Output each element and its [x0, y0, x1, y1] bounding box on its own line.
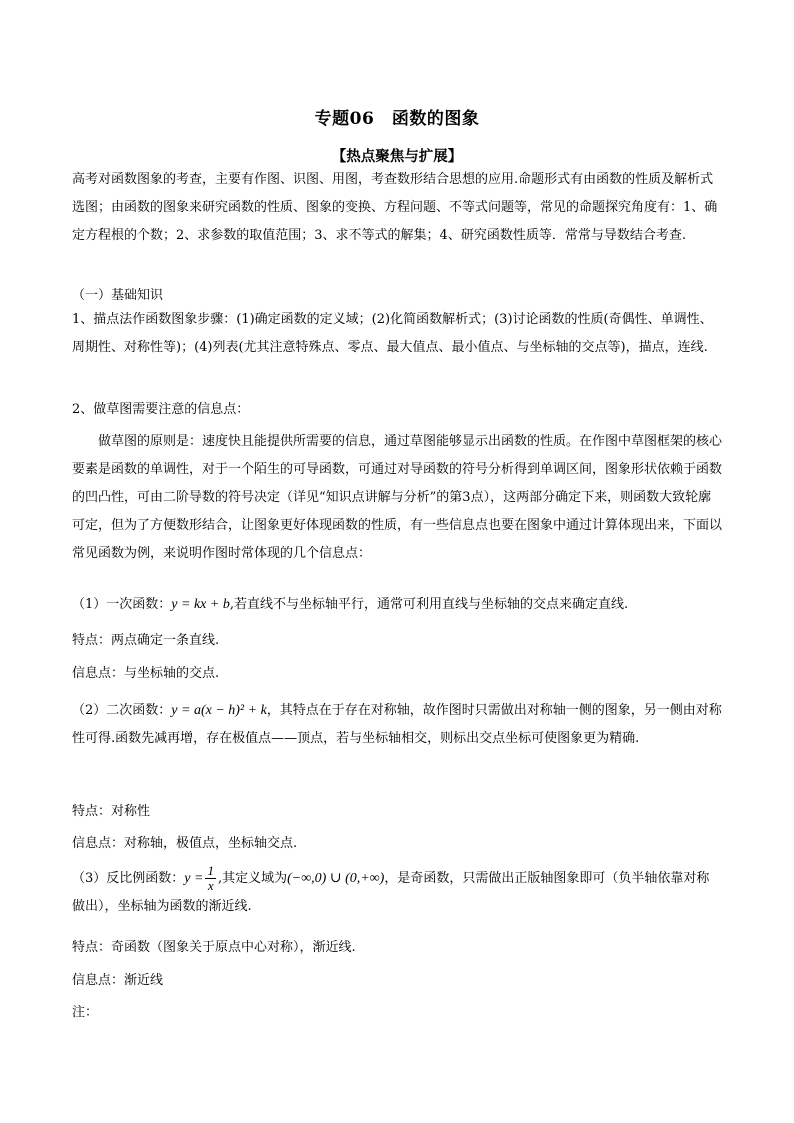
- quadratic-text: ，其特点在于存在对称轴，故作图时只需做出对称轴一侧的图象，另一侧由对称性可得.函数先减再增，存在极值点——顶点，若与坐标轴相交，则标出交点坐标可使图象更为精确.: [72, 703, 722, 746]
- linear-info: 信息点：与坐标轴的交点.: [72, 666, 220, 681]
- quadratic-formula: y = a(x − h)² + k: [171, 703, 267, 718]
- linear-feature: 特点：两点确定一条直线.: [72, 633, 220, 648]
- inverse-text-a: ,其定义域为: [217, 871, 288, 886]
- linear-function-line: [72, 591, 722, 619]
- intro-paragraph: [72, 166, 722, 250]
- section-heading: 【热点聚焦与扩展】: [331, 148, 463, 165]
- note-label: 注：: [72, 1005, 99, 1020]
- inverse-label: （3）反比例函数：: [72, 871, 185, 886]
- intro-text: 高考对函数图象的考查，主要有作图、识图、用图，考查数形结合思想的应用.命题形式有由函数的性质及解析式选图；由函数的图象来研究函数的性质、图象的变换、方程问题、不等式问题等，常见的命题探究角度有：1、确定方程根的个数；2、求参数的取值范围；3、求不等式的解集；4、研究函数性质等．常常与导数结合考查.: [72, 172, 718, 243]
- linear-text: ,若直线不与坐标轴平行，通常可利用直线与坐标轴的交点来确定直线.: [229, 597, 629, 612]
- fraction-numerator: 1: [207, 863, 214, 878]
- quadratic-label: （2）二次函数：: [72, 703, 172, 718]
- section-basic-knowledge: （一）基础知识: [72, 288, 164, 303]
- inverse-text-b: ，是奇函数，只需做出正版轴图象即可（负半轴依靠对称做出），坐标轴为函数的渐近线.: [72, 871, 710, 914]
- item-2-heading: 2、做草图需要注意的信息点：: [72, 402, 250, 417]
- inverse-info: 信息点：渐近线: [72, 973, 164, 988]
- page-title: 专题06 函数的图象: [314, 109, 480, 129]
- inverse-feature: 特点：奇函数（图象关于原点中心对称），渐近线.: [72, 940, 356, 955]
- quadratic-feature: 特点：对称性: [72, 804, 151, 819]
- linear-formula: y = kx + b: [171, 597, 230, 612]
- inverse-fraction: [205, 864, 216, 893]
- inverse-formula-lhs: y =: [184, 871, 204, 886]
- principle-text: 做草图的原则是：速度快且能提供所需要的信息，通过草图能够显示出函数的性质。在作图中草图框架的核心要素是函数的单调性，对于一个陌生的可导函数，可通过对导函数的符号分析得到单调区间，图象形状依赖于函数的凹凸性，可由二阶导数的符号决定（详见“知识点讲解与分析”的第3点），这两部分确定下来，则函数大致轮廓可定，但为了方便数形结合，让图象更好体现函数的性质，有一些信息点也要在图象中通过计算体现出来，下面以常见函数为例，来说明作图时常体现的几个信息点：: [72, 434, 723, 561]
- principle-paragraph: [72, 428, 722, 568]
- inverse-paragraph: [72, 864, 722, 921]
- linear-label: （1）一次函数：: [72, 597, 172, 612]
- item-1-paragraph: [72, 306, 722, 362]
- item-1-text: 1、描点法作函数图象步骤：(1)确定函数的定义域；(2)化简函数解析式；(3)讨论函数的性质(奇偶性、单调性、周期性、对称性等)；(4)列表(尤其注意特殊点、零点、最大值点、最小值点、与坐标轴的交点等)，描点，连线.: [72, 312, 713, 355]
- quadratic-info: 信息点：对称轴，极值点，坐标轴交点.: [72, 836, 298, 851]
- inverse-domain: (−∞,0) ∪ (0,+∞): [287, 871, 385, 886]
- quadratic-paragraph: [72, 697, 722, 753]
- fraction-denominator: x: [207, 878, 214, 893]
